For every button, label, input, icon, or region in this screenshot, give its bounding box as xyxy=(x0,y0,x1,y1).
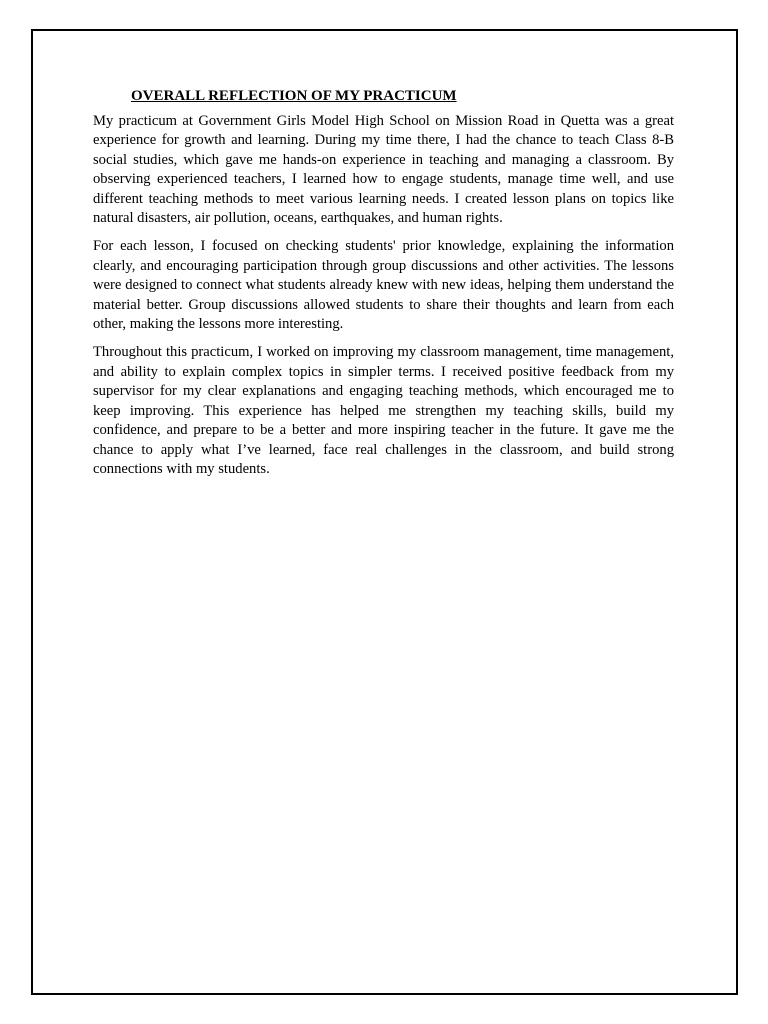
document-title: OVERALL REFLECTION OF MY PRACTICUM xyxy=(131,88,457,104)
paragraph-1: My practicum at Government Girls Model High School on Mission Road in Quetta was a great experience for growth and learning. During my time there, I had the chance to teach Class 8-B social studies, which gave me hands-on experience in teaching and managing a classroom. By observing experienced teachers, I learned how to engage students, manage time well, and use different teaching methods to meet various learning needs. I created lesson plans on topics like natural disasters, air pollution, oceans, earthquakes, and human rights. xyxy=(93,113,674,227)
document-body xyxy=(93,86,674,488)
paragraph-3: Throughout this practicum, I worked on improving my classroom management, time management, and ability to explain complex topics in simpler terms. I received positive feedback from my supervisor for my clear explanations and engaging teaching methods, which encouraged me to keep improving. This experience has helped me strengthen my teaching skills, build my confidence, and prepare to be a better and more inspiring teacher in the future. It gave me the chance to apply what I’ve learned, face real challenges in the classroom, and build strong connections with my students. xyxy=(93,344,674,477)
paragraph-2: For each lesson, I focused on checking students' prior knowledge, explaining the information clearly, and encouraging participation through group discussions and other activities. The lessons were designed to connect what students already knew with new ideas, helping them understand the material better. Group discussions allowed students to share their thoughts and learn from each other, making the lessons more interesting. xyxy=(93,238,674,333)
